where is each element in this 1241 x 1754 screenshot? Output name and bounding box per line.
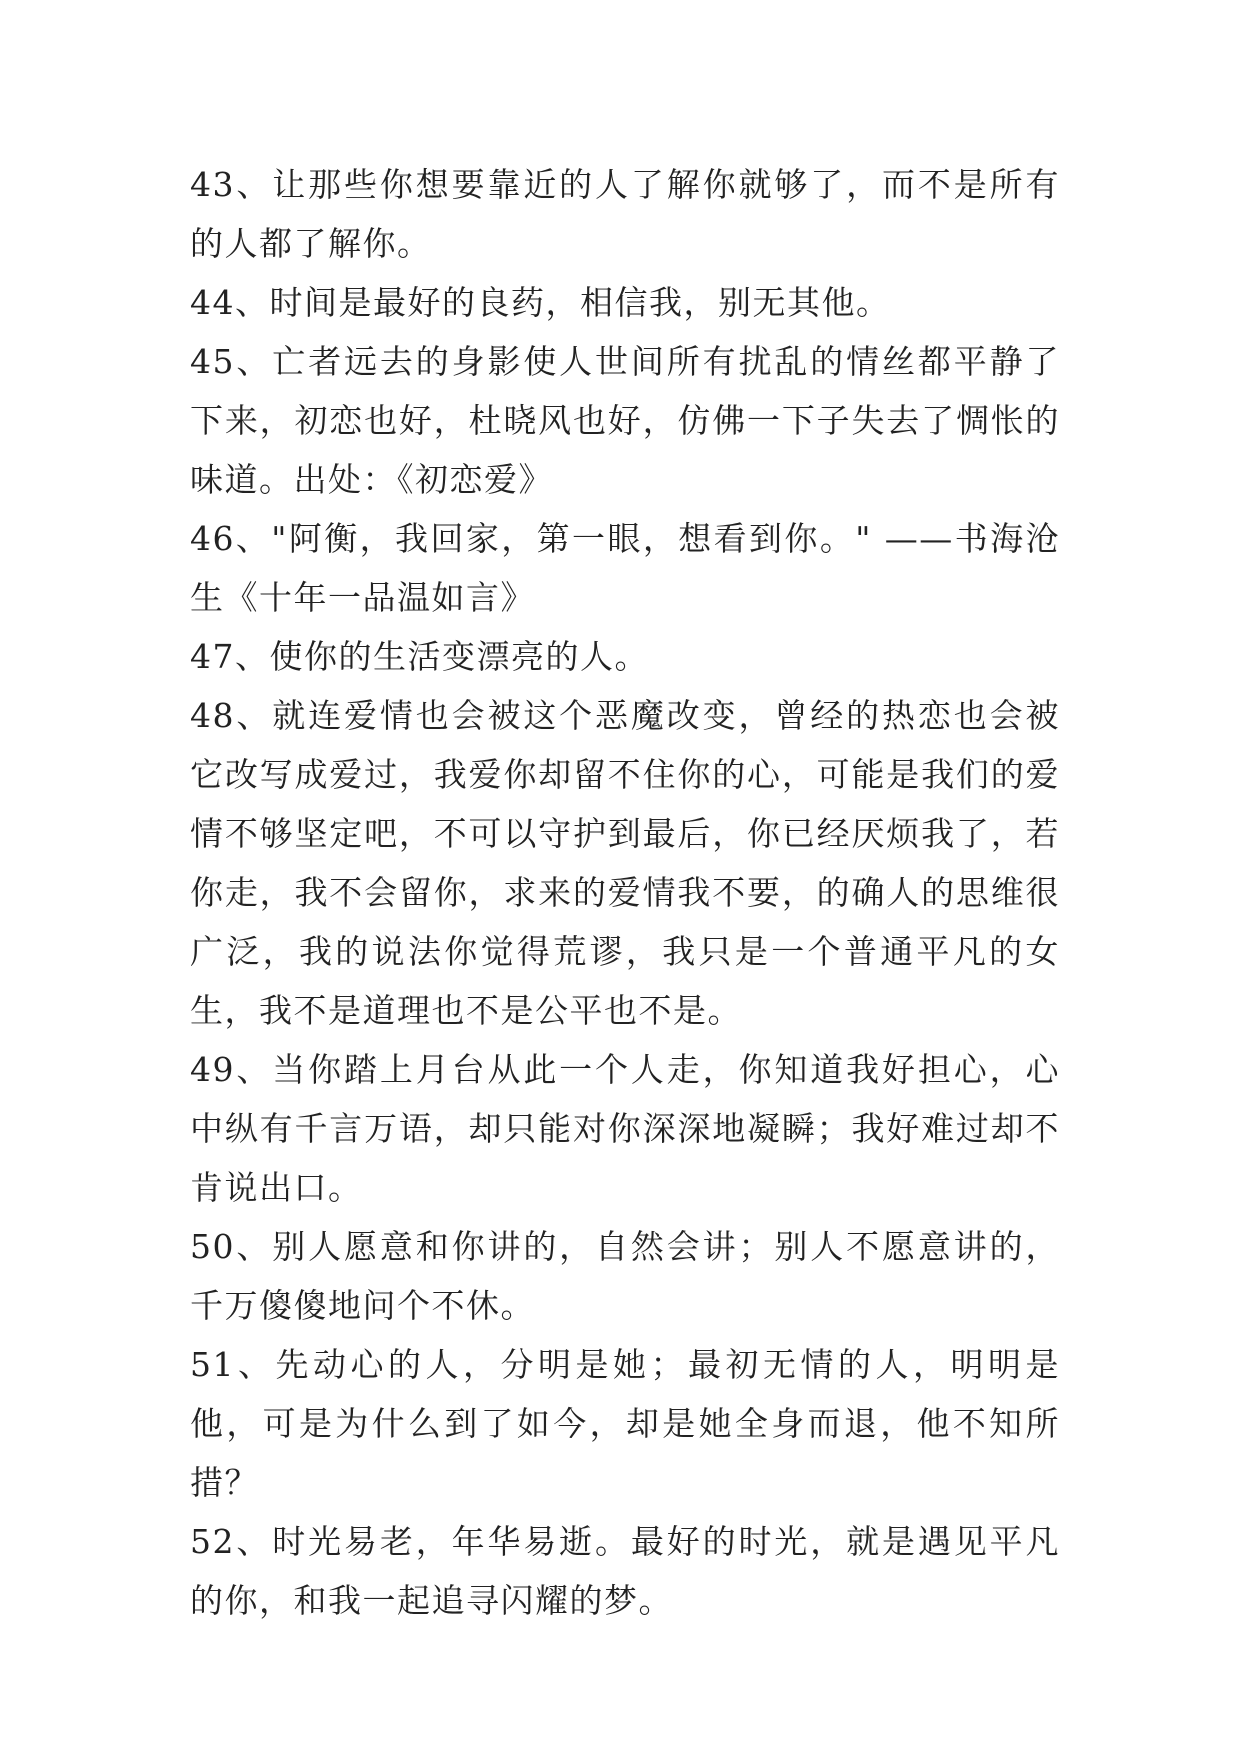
paragraph-45: 45、亡者远去的身影使人世间所有扰乱的情丝都平静了下来，初恋也好，杜晓风也好，仿佛一下子失去了惆怅的味道。出处：《初恋爱》	[190, 342, 1060, 499]
paragraph-49: 49、当你踏上月台从此一个人走，你知道我好担心，心中纵有千言万语，却只能对你深深地凝瞬；我好难过却不肯说出口。	[190, 1050, 1060, 1207]
paragraph-50: 50、别人愿意和你讲的，自然会讲；别人不愿意讲的，千万傻傻地问个不休。	[190, 1227, 1060, 1325]
paragraph-48: 48、就连爱情也会被这个恶魔改变，曾经的热恋也会被它改写成爱过，我爱你却留不住你的心，可能是我们的爱情不够坚定吧，不可以守护到最后，你已经厌烦我了，若你走，我不会留你，求来的爱情我不要，的确人的思维很广泛，我的说法你觉得荒谬，我只是一个普通平凡的女生，我不是道理也不是公平也不是。	[190, 696, 1060, 1030]
paragraph-52: 52、时光易老，年华易逝。最好的时光，就是遇见平凡的你，和我一起追寻闪耀的梦。	[190, 1522, 1060, 1620]
paragraph-44: 44、时间是最好的良药，相信我，别无其他。	[190, 283, 891, 322]
paragraph-47: 47、使你的生活变漂亮的人。	[190, 637, 649, 676]
paragraph-46: 46、"阿衡，我回家，第一眼，想看到你。" ——书海沧生《十年一品温如言》	[190, 519, 1060, 617]
document-body	[190, 155, 1060, 1630]
paragraph-43: 43、让那些你想要靠近的人了解你就够了，而不是所有的人都了解你。	[190, 165, 1060, 263]
paragraph-51: 51、先动心的人，分明是她；最初无情的人，明明是他，可是为什么到了如今，却是她全身而退，他不知所措？	[190, 1345, 1060, 1502]
